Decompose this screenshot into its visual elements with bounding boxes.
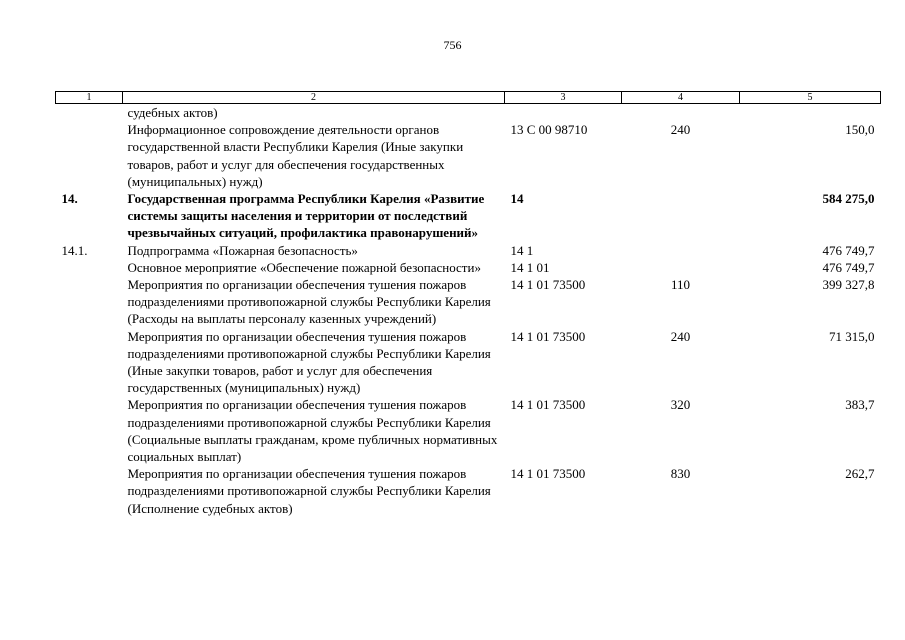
row-target-code: 14	[510, 191, 524, 207]
row-number	[56, 465, 123, 517]
row-expense-type: 110	[670, 277, 691, 293]
row-amount: 383,7	[845, 397, 875, 413]
row-target-code: 14 1 01 73500	[510, 397, 586, 413]
row-expense-type: 830	[670, 466, 691, 482]
page-number: 756	[443, 38, 462, 52]
row-amount: 584 275,0	[822, 191, 875, 207]
row-name: судебных актов)	[127, 105, 218, 120]
row-expense-type	[622, 104, 740, 122]
row-amount: 476 749,7	[822, 259, 875, 275]
row-amount: 476 749,7	[822, 242, 875, 258]
row-target-code: 13 С 00 98710	[510, 122, 588, 138]
table-row	[56, 259, 881, 276]
row-name: Основное мероприятие «Обеспечение пожарной безопасности»	[127, 259, 481, 275]
row-target-code: 14 1 01 73500	[510, 277, 586, 293]
table-row	[56, 328, 881, 397]
column-header-4: 4	[622, 92, 740, 104]
row-name: Мероприятия по организации обеспечения тушения пожаров подразделениями противопожарной службы Республики Карелия (Исполнение судебных актов)	[127, 466, 491, 516]
column-header-1: 1	[56, 92, 123, 104]
row-amount: 399 327,8	[822, 277, 875, 293]
table-row	[56, 465, 881, 517]
row-name: Мероприятия по организации обеспечения тушения пожаров подразделениями противопожарной службы Республики Карелия (Расходы на выплаты персоналу казенных учреждений)	[127, 277, 491, 327]
row-name: Мероприятия по организации обеспечения тушения пожаров подразделениями противопожарной службы Республики Карелия (Иные закупки товаров, работ и услуг для обеспечения государственных (муниципальных) нужд)	[127, 328, 491, 396]
table-row-subprogram	[56, 242, 881, 259]
table-row	[56, 121, 881, 190]
row-number	[56, 328, 123, 397]
table-header	[56, 92, 881, 104]
header-row	[56, 92, 881, 104]
row-expense-type	[622, 190, 740, 242]
row-number	[56, 276, 123, 328]
table-row-program	[56, 190, 881, 242]
row-target-code: 14 1 01 73500	[510, 328, 586, 344]
row-name: Подпрограмма «Пожарная безопасность»	[127, 242, 358, 258]
budget-table	[55, 91, 881, 517]
row-name: Государственная программа Республики Карелия «Развитие системы защиты населения и территории от последствий чрезвычайных ситуаций, профилактика правонарушений»	[127, 191, 485, 241]
row-number	[56, 104, 123, 122]
row-name: Мероприятия по организации обеспечения тушения пожаров подразделениями противопожарной службы Республики Карелия (Социальные выплаты гражданам, кроме публичных нормативных социальных выплат)	[127, 397, 498, 465]
row-expense-type	[622, 259, 740, 276]
row-target-code	[505, 104, 622, 122]
table-row	[56, 396, 881, 465]
row-amount: 262,7	[845, 466, 875, 482]
row-expense-type: 240	[670, 328, 691, 344]
row-number	[56, 396, 123, 465]
table-body	[56, 104, 881, 517]
row-number: 14.	[61, 191, 78, 207]
row-amount	[740, 104, 881, 122]
row-expense-type: 320	[670, 397, 691, 413]
row-amount: 71 315,0	[829, 328, 875, 344]
column-header-3: 3	[505, 92, 622, 104]
row-number	[56, 259, 123, 276]
row-target-code: 14 1 01	[510, 259, 550, 275]
column-header-5: 5	[740, 92, 881, 104]
row-target-code: 14 1	[510, 242, 534, 258]
row-number: 14.1.	[61, 242, 88, 258]
table-row	[56, 276, 881, 328]
row-expense-type: 240	[670, 122, 691, 138]
column-header-2: 2	[123, 92, 505, 104]
row-target-code: 14 1 01 73500	[510, 466, 586, 482]
row-number	[56, 121, 123, 190]
row-expense-type	[622, 242, 740, 259]
row-amount: 150,0	[845, 122, 875, 138]
table-row	[56, 104, 881, 122]
row-name: Информационное сопровождение деятельности органов государственной власти Республики Карелия (Иные закупки товаров, работ и услуг для обеспечения государственных (муниципальных) нужд)	[127, 122, 464, 189]
